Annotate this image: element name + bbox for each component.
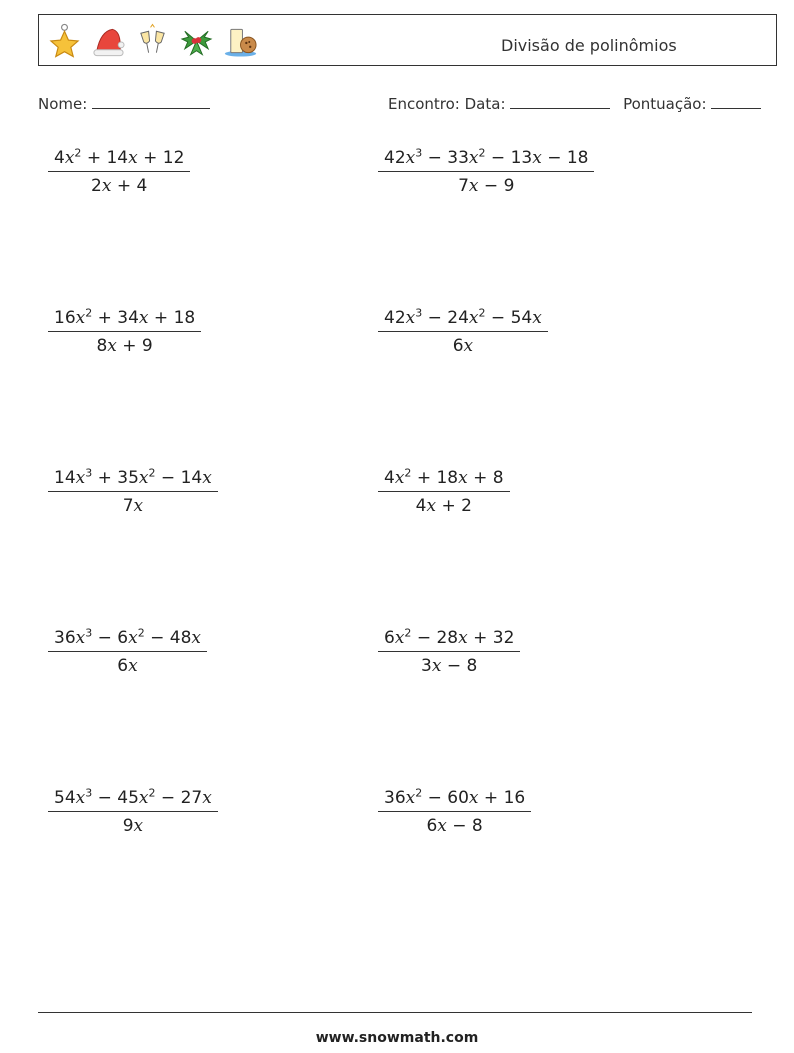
name-label: Nome: [38,95,88,113]
problem-9 [48,788,218,836]
denominator: 3x − 8 [421,656,478,676]
header-icons [47,23,258,59]
numerator: $42x^3 - 24x^2 - 54x$ [378,308,548,332]
problem-8 [378,628,520,676]
date-blank [510,94,610,109]
numerator: $6x^2 - 28x + 32$ [378,628,520,652]
champagne-glasses-icon [135,23,170,59]
numerator: $36x^3 - 6x^2 - 48x$ [48,628,207,652]
numerator: $36x^2 - 60x + 16$ [378,788,531,812]
session-label: Encontro: Data: [388,95,506,113]
problem-6 [378,468,510,516]
numerator: $16x^2 + 34x + 18$ [48,308,201,332]
page-title: Divisão de polinômios [501,36,677,55]
fraction [378,468,510,516]
numerator: $42x^3 - 33x^2 - 13x - 18$ [378,148,594,172]
fraction [48,788,218,836]
denominator: 6x − 8 [426,816,483,836]
denominator: 8x + 9 [96,336,153,356]
numerator: $4x^2 + 18x + 8$ [378,468,510,492]
footer-divider [38,1012,752,1013]
denominator: 7x − 9 [458,176,515,196]
denominator: 4x + 2 [415,496,472,516]
problem-2 [378,148,594,196]
denominator: 7x [122,496,144,516]
milk-and-cookie-icon [223,23,258,59]
problem-4 [378,308,548,356]
holly-icon [179,23,214,59]
star-ornament-icon [47,23,82,59]
problem-7 [48,628,207,676]
denominator: 6x [452,336,474,356]
score-label: Pontuação: [623,95,707,113]
name-blank [92,94,210,109]
problem-10 [378,788,531,836]
numerator: $4x^2 + 14x + 12$ [48,148,190,172]
problem-5 [48,468,218,516]
fraction [378,308,548,356]
fraction [48,468,218,516]
problem-3 [48,308,201,356]
fraction [378,148,594,196]
worksheet-header [38,14,777,66]
denominator: 6x [117,656,138,676]
numerator: $54x^3 - 45x^2 - 27x$ [48,788,218,812]
name-field [38,94,210,113]
denominator: 2x + 4 [91,176,148,196]
footer-url: www.snowmath.com [315,1030,479,1046]
fraction [48,628,207,676]
fraction [378,628,520,676]
problem-1 [48,148,190,196]
fraction [48,148,190,196]
numerator: $14x^3 + 35x^2 - 14x$ [48,468,218,492]
score-blank [711,94,761,109]
session-field [388,94,761,113]
denominator: 9x [122,816,144,836]
fraction [378,788,531,836]
fraction [48,308,201,356]
santa-hat-icon [91,23,126,59]
